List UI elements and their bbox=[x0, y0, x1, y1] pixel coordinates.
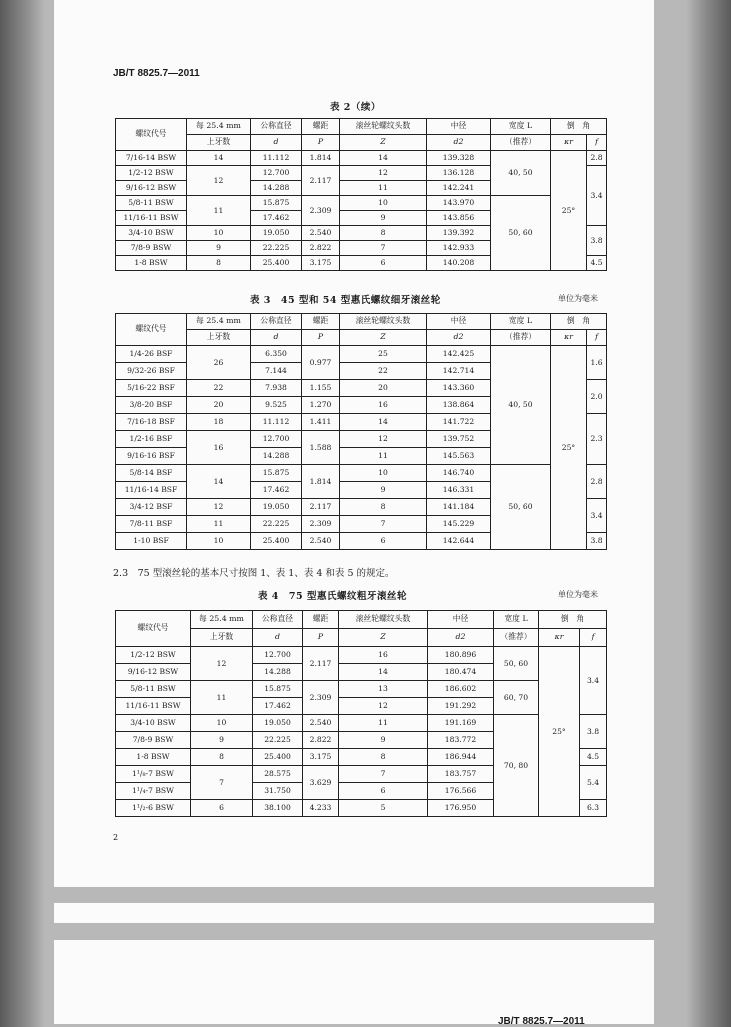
cell-p: 2.540 bbox=[302, 226, 340, 241]
cell-d: 11.112 bbox=[251, 414, 302, 431]
cell-f: 1.6 bbox=[587, 346, 607, 380]
cell-f: 3.8 bbox=[580, 715, 607, 749]
cell-d2: 146.740 bbox=[427, 465, 491, 482]
cell-code: 7/16-14 BSW bbox=[116, 151, 187, 166]
cell-tpi: 9 bbox=[187, 241, 251, 256]
cell-tpi: 11 bbox=[187, 516, 251, 533]
cell-z: 16 bbox=[339, 647, 428, 664]
cell-d2: 145.229 bbox=[427, 516, 491, 533]
col-starts-sub: Z bbox=[340, 135, 427, 151]
cell-d2: 143.360 bbox=[427, 380, 491, 397]
cell-width: 40, 50 bbox=[491, 151, 551, 196]
col-diameter: 公称直径 bbox=[253, 611, 303, 629]
cell-z: 25 bbox=[340, 346, 427, 363]
cell-code: 11/16-11 BSW bbox=[116, 698, 191, 715]
cell-kr: 25° bbox=[551, 151, 587, 271]
table-row bbox=[116, 681, 607, 698]
col-tpi-sub: 上牙数 bbox=[187, 135, 251, 151]
table-row bbox=[116, 196, 607, 211]
cell-d: 22.225 bbox=[251, 241, 302, 256]
cell-d: 12.700 bbox=[251, 166, 302, 181]
col-starts: 滚丝轮螺纹头数 bbox=[339, 611, 428, 629]
col-starts: 滚丝轮螺纹头数 bbox=[340, 119, 427, 135]
col-width: 宽度 L bbox=[491, 119, 551, 135]
cell-p: 1.814 bbox=[302, 151, 340, 166]
cell-tpi: 12 bbox=[187, 166, 251, 196]
cell-z: 14 bbox=[340, 151, 427, 166]
cell-z: 6 bbox=[340, 533, 427, 550]
cell-tpi: 22 bbox=[187, 380, 251, 397]
cell-d: 25.400 bbox=[253, 749, 303, 766]
col-thread: 螺纹代号 bbox=[116, 119, 187, 151]
cell-z: 13 bbox=[339, 681, 428, 698]
cell-width: 50, 60 bbox=[491, 196, 551, 271]
cell-z: 12 bbox=[340, 166, 427, 181]
cell-code: 7/8-9 BSW bbox=[116, 732, 191, 749]
cell-p: 3.175 bbox=[303, 749, 339, 766]
cell-z: 16 bbox=[340, 397, 427, 414]
cell-tpi: 26 bbox=[187, 346, 251, 380]
cell-d: 15.875 bbox=[253, 681, 303, 698]
cell-tpi: 8 bbox=[187, 256, 251, 271]
cell-code: 9/16-12 BSW bbox=[116, 181, 187, 196]
cell-d2: 142.714 bbox=[427, 363, 491, 380]
cell-kr: 25° bbox=[539, 647, 580, 817]
cell-code: 1/2-12 BSW bbox=[116, 166, 187, 181]
cell-p: 2.309 bbox=[302, 516, 340, 533]
cell-code: 7/8-11 BSF bbox=[116, 516, 187, 533]
col-pitch-sub: P bbox=[302, 135, 340, 151]
cell-z: 8 bbox=[339, 749, 428, 766]
cell-d: 11.112 bbox=[251, 151, 302, 166]
col-pitch-dia: 中径 bbox=[428, 611, 494, 629]
document-page-strip bbox=[54, 903, 654, 923]
table-row bbox=[116, 346, 607, 363]
cell-width: 40, 50 bbox=[491, 346, 551, 465]
cell-d: 19.050 bbox=[253, 715, 303, 732]
cell-tpi: 10 bbox=[187, 533, 251, 550]
col-diameter-sub: d bbox=[251, 135, 302, 151]
cell-d2: 191.169 bbox=[428, 715, 494, 732]
col-tpi-sub: 上牙数 bbox=[191, 629, 253, 647]
col-diameter: 公称直径 bbox=[251, 119, 302, 135]
cell-f: 3.8 bbox=[587, 226, 607, 256]
cell-width: 50, 60 bbox=[494, 647, 539, 681]
col-chamfer: 倒 角 bbox=[539, 611, 607, 629]
cell-tpi: 18 bbox=[187, 414, 251, 431]
cell-f: 6.3 bbox=[580, 800, 607, 817]
col-diameter-sub: d bbox=[253, 629, 303, 647]
cell-code: 9/16-12 BSW bbox=[116, 664, 191, 681]
cell-z: 10 bbox=[340, 196, 427, 211]
cell-z: 14 bbox=[339, 664, 428, 681]
cell-z: 12 bbox=[340, 431, 427, 448]
cell-z: 5 bbox=[339, 800, 428, 817]
table4 bbox=[115, 610, 607, 817]
cell-d: 19.050 bbox=[251, 226, 302, 241]
col-width: 宽度 L bbox=[494, 611, 539, 629]
cell-d: 17.462 bbox=[251, 211, 302, 226]
col-kr: κr bbox=[551, 330, 587, 346]
cell-d: 15.875 bbox=[251, 196, 302, 211]
col-width: 宽度 L bbox=[491, 314, 551, 330]
cell-f: 2.0 bbox=[587, 380, 607, 414]
col-f: f bbox=[587, 330, 607, 346]
table-row bbox=[116, 647, 607, 664]
col-thread: 螺纹代号 bbox=[116, 611, 191, 647]
cell-d: 38.100 bbox=[253, 800, 303, 817]
cell-code: 1/2-12 BSW bbox=[116, 647, 191, 664]
col-width-sub: （推荐） bbox=[491, 330, 551, 346]
cell-d2: 176.950 bbox=[428, 800, 494, 817]
cell-z: 8 bbox=[340, 499, 427, 516]
col-pitch: 螺距 bbox=[303, 611, 339, 629]
cell-code: 1-8 BSW bbox=[116, 256, 187, 271]
cell-d: 12.700 bbox=[253, 647, 303, 664]
cell-d: 9.525 bbox=[251, 397, 302, 414]
cell-d2: 143.970 bbox=[427, 196, 491, 211]
cell-d: 14.288 bbox=[253, 664, 303, 681]
cell-f: 3.4 bbox=[587, 166, 607, 226]
cell-d: 19.050 bbox=[251, 499, 302, 516]
cell-d2: 143.856 bbox=[427, 211, 491, 226]
col-diameter: 公称直径 bbox=[251, 314, 302, 330]
cell-d: 22.225 bbox=[253, 732, 303, 749]
col-kr: κr bbox=[539, 629, 580, 647]
cell-code: 1/4-26 BSF bbox=[116, 346, 187, 363]
cell-d: 17.462 bbox=[251, 482, 302, 499]
cell-code: 5/8-11 BSW bbox=[116, 681, 191, 698]
table2-title: 表 2（续） bbox=[330, 102, 381, 113]
cell-z: 20 bbox=[340, 380, 427, 397]
cell-code: 11/16-14 BSF bbox=[116, 482, 187, 499]
col-pitch-dia-sub: d2 bbox=[427, 330, 491, 346]
cell-p: 2.822 bbox=[303, 732, 339, 749]
cell-width: 60, 70 bbox=[494, 681, 539, 715]
table-row bbox=[116, 151, 607, 166]
standard-code-footer: JB/T 8825.7—2011 bbox=[498, 1016, 585, 1027]
cell-d2: 142.644 bbox=[427, 533, 491, 550]
cell-d: 14.288 bbox=[251, 448, 302, 465]
cell-code: 7/8-9 BSW bbox=[116, 241, 187, 256]
cell-z: 9 bbox=[340, 482, 427, 499]
cell-d: 25.400 bbox=[251, 533, 302, 550]
cell-p: 1.814 bbox=[302, 465, 340, 499]
table4-title: 表 4 75 型惠氏螺纹粗牙滚丝轮 bbox=[258, 591, 407, 602]
cell-z: 6 bbox=[339, 783, 428, 800]
col-chamfer: 倒 角 bbox=[551, 314, 607, 330]
cell-f: 3.8 bbox=[587, 533, 607, 550]
cell-p: 2.117 bbox=[302, 166, 340, 196]
cell-d2: 183.757 bbox=[428, 766, 494, 783]
cell-d2: 141.184 bbox=[427, 499, 491, 516]
standard-code-header: JB/T 8825.7—2011 bbox=[113, 68, 200, 79]
cell-tpi: 7 bbox=[191, 766, 253, 800]
cell-tpi: 10 bbox=[191, 715, 253, 732]
cell-code: 3/4-10 BSW bbox=[116, 226, 187, 241]
cell-d2: 186.602 bbox=[428, 681, 494, 698]
cell-code: 5/8-11 BSW bbox=[116, 196, 187, 211]
cell-p: 4.233 bbox=[303, 800, 339, 817]
col-pitch-sub: P bbox=[303, 629, 339, 647]
cell-p: 2.309 bbox=[302, 196, 340, 226]
cell-tpi: 14 bbox=[187, 151, 251, 166]
cell-tpi: 8 bbox=[191, 749, 253, 766]
cell-d2: 142.241 bbox=[427, 181, 491, 196]
cell-f: 4.5 bbox=[587, 256, 607, 271]
cell-tpi: 20 bbox=[187, 397, 251, 414]
cell-code: 1-8 BSW bbox=[116, 749, 191, 766]
cell-d2: 140.208 bbox=[427, 256, 491, 271]
cell-d2: 176.566 bbox=[428, 783, 494, 800]
cell-p: 2.117 bbox=[303, 647, 339, 681]
cell-z: 10 bbox=[340, 465, 427, 482]
cell-code: 7/16-18 BSF bbox=[116, 414, 187, 431]
col-chamfer: 倒 角 bbox=[551, 119, 607, 135]
cell-d2: 142.933 bbox=[427, 241, 491, 256]
cell-code: 1-10 BSF bbox=[116, 533, 187, 550]
cell-p: 2.117 bbox=[302, 499, 340, 516]
cell-p: 2.309 bbox=[303, 681, 339, 715]
cell-f: 3.4 bbox=[587, 499, 607, 533]
cell-z: 11 bbox=[339, 715, 428, 732]
cell-width: 70, 80 bbox=[494, 715, 539, 817]
cell-d: 28.575 bbox=[253, 766, 303, 783]
table2 bbox=[115, 118, 607, 271]
cell-d2: 139.328 bbox=[427, 151, 491, 166]
cell-code: 5/16-22 BSF bbox=[116, 380, 187, 397]
unit-label: 单位为毫米 bbox=[558, 294, 598, 303]
cell-tpi: 10 bbox=[187, 226, 251, 241]
col-width-sub: （推荐） bbox=[494, 629, 539, 647]
cell-code: 1¹/₄-7 BSW bbox=[116, 783, 191, 800]
cell-d: 17.462 bbox=[253, 698, 303, 715]
cell-d2: 139.752 bbox=[427, 431, 491, 448]
cell-z: 7 bbox=[339, 766, 428, 783]
cell-code: 9/16-16 BSF bbox=[116, 448, 187, 465]
cell-d2: 142.425 bbox=[427, 346, 491, 363]
unit-label: 单位为毫米 bbox=[558, 590, 598, 599]
col-pitch-dia-sub: d2 bbox=[427, 135, 491, 151]
cell-code: 1¹/₂-6 BSW bbox=[116, 800, 191, 817]
cell-d: 25.400 bbox=[251, 256, 302, 271]
cell-f: 2.8 bbox=[587, 465, 607, 499]
col-diameter-sub: d bbox=[251, 330, 302, 346]
col-pitch: 螺距 bbox=[302, 119, 340, 135]
cell-f: 2.8 bbox=[587, 151, 607, 166]
cell-p: 1.270 bbox=[302, 397, 340, 414]
cell-width: 50, 60 bbox=[491, 465, 551, 550]
cell-code: 11/16-11 BSW bbox=[116, 211, 187, 226]
cell-z: 14 bbox=[340, 414, 427, 431]
page-number: 2 bbox=[113, 833, 119, 842]
col-starts-sub: Z bbox=[339, 629, 428, 647]
col-starts-sub: Z bbox=[340, 330, 427, 346]
cell-z: 22 bbox=[340, 363, 427, 380]
cell-d: 7.144 bbox=[251, 363, 302, 380]
cell-f: 5.4 bbox=[580, 766, 607, 800]
cell-p: 1.588 bbox=[302, 431, 340, 465]
cell-code: 1/2-16 BSF bbox=[116, 431, 187, 448]
cell-code: 1¹/₈-7 BSW bbox=[116, 766, 191, 783]
cell-p: 1.411 bbox=[302, 414, 340, 431]
col-tpi: 每 25.4 mm bbox=[191, 611, 253, 629]
cell-code: 5/8-14 BSF bbox=[116, 465, 187, 482]
cell-d: 15.875 bbox=[251, 465, 302, 482]
cell-p: 3.629 bbox=[303, 766, 339, 800]
cell-code: 9/32-26 BSF bbox=[116, 363, 187, 380]
table-row bbox=[116, 715, 607, 732]
cell-z: 8 bbox=[340, 226, 427, 241]
cell-z: 11 bbox=[340, 448, 427, 465]
cell-p: 3.175 bbox=[302, 256, 340, 271]
cell-d: 31.750 bbox=[253, 783, 303, 800]
cell-code: 3/8-20 BSF bbox=[116, 397, 187, 414]
cell-d2: 180.474 bbox=[428, 664, 494, 681]
col-pitch: 螺距 bbox=[302, 314, 340, 330]
col-starts: 滚丝轮螺纹头数 bbox=[340, 314, 427, 330]
cell-d: 14.288 bbox=[251, 181, 302, 196]
col-thread: 螺纹代号 bbox=[116, 314, 187, 346]
table3-title: 表 3 45 型和 54 型惠氏螺纹细牙滚丝轮 bbox=[250, 295, 441, 306]
cell-d2: 146.331 bbox=[427, 482, 491, 499]
col-pitch-dia: 中径 bbox=[427, 314, 491, 330]
cell-d2: 136.128 bbox=[427, 166, 491, 181]
cell-d2: 138.864 bbox=[427, 397, 491, 414]
cell-d: 22.225 bbox=[251, 516, 302, 533]
cell-p: 2.822 bbox=[302, 241, 340, 256]
cell-p: 2.540 bbox=[302, 533, 340, 550]
cell-p: 2.540 bbox=[303, 715, 339, 732]
cell-d2: 191.292 bbox=[428, 698, 494, 715]
cell-z: 12 bbox=[339, 698, 428, 715]
cell-z: 7 bbox=[340, 241, 427, 256]
section-2-3-paragraph: 2.3 75 型滚丝轮的基本尺寸按图 1、表 1、表 4 和表 5 的规定。 bbox=[113, 568, 395, 579]
col-tpi-sub: 上牙数 bbox=[187, 330, 251, 346]
col-tpi: 每 25.4 mm bbox=[187, 314, 251, 330]
document-page bbox=[54, 0, 654, 887]
table-row bbox=[116, 465, 607, 482]
cell-d2: 183.772 bbox=[428, 732, 494, 749]
cell-tpi: 9 bbox=[191, 732, 253, 749]
cell-kr: 25° bbox=[551, 346, 587, 550]
col-f: f bbox=[580, 629, 607, 647]
col-kr: κr bbox=[551, 135, 587, 151]
table3 bbox=[115, 313, 607, 550]
cell-code: 3/4-10 BSW bbox=[116, 715, 191, 732]
cell-f: 2.3 bbox=[587, 414, 607, 465]
cell-f: 3.4 bbox=[580, 647, 607, 715]
col-width-sub: （推荐） bbox=[491, 135, 551, 151]
col-pitch-dia: 中径 bbox=[427, 119, 491, 135]
col-tpi: 每 25.4 mm bbox=[187, 119, 251, 135]
cell-z: 6 bbox=[340, 256, 427, 271]
col-pitch-dia-sub: d2 bbox=[428, 629, 494, 647]
cell-tpi: 12 bbox=[187, 499, 251, 516]
cell-d2: 180.896 bbox=[428, 647, 494, 664]
cell-d: 6.350 bbox=[251, 346, 302, 363]
cell-tpi: 16 bbox=[187, 431, 251, 465]
cell-p: 0.977 bbox=[302, 346, 340, 380]
cell-d2: 141.722 bbox=[427, 414, 491, 431]
col-f: f bbox=[587, 135, 607, 151]
col-pitch-sub: P bbox=[302, 330, 340, 346]
cell-tpi: 11 bbox=[187, 196, 251, 226]
cell-tpi: 6 bbox=[191, 800, 253, 817]
document-page-next bbox=[54, 940, 654, 1027]
cell-z: 11 bbox=[340, 181, 427, 196]
cell-z: 9 bbox=[340, 211, 427, 226]
cell-tpi: 14 bbox=[187, 465, 251, 499]
cell-code: 3/4-12 BSF bbox=[116, 499, 187, 516]
cell-tpi: 12 bbox=[191, 647, 253, 681]
cell-d2: 145.563 bbox=[427, 448, 491, 465]
cell-p: 1.155 bbox=[302, 380, 340, 397]
cell-z: 7 bbox=[340, 516, 427, 533]
cell-d: 12.700 bbox=[251, 431, 302, 448]
cell-d: 7.938 bbox=[251, 380, 302, 397]
cell-d2: 186.944 bbox=[428, 749, 494, 766]
cell-f: 4.5 bbox=[580, 749, 607, 766]
cell-tpi: 11 bbox=[191, 681, 253, 715]
cell-z: 9 bbox=[339, 732, 428, 749]
cell-d2: 139.392 bbox=[427, 226, 491, 241]
